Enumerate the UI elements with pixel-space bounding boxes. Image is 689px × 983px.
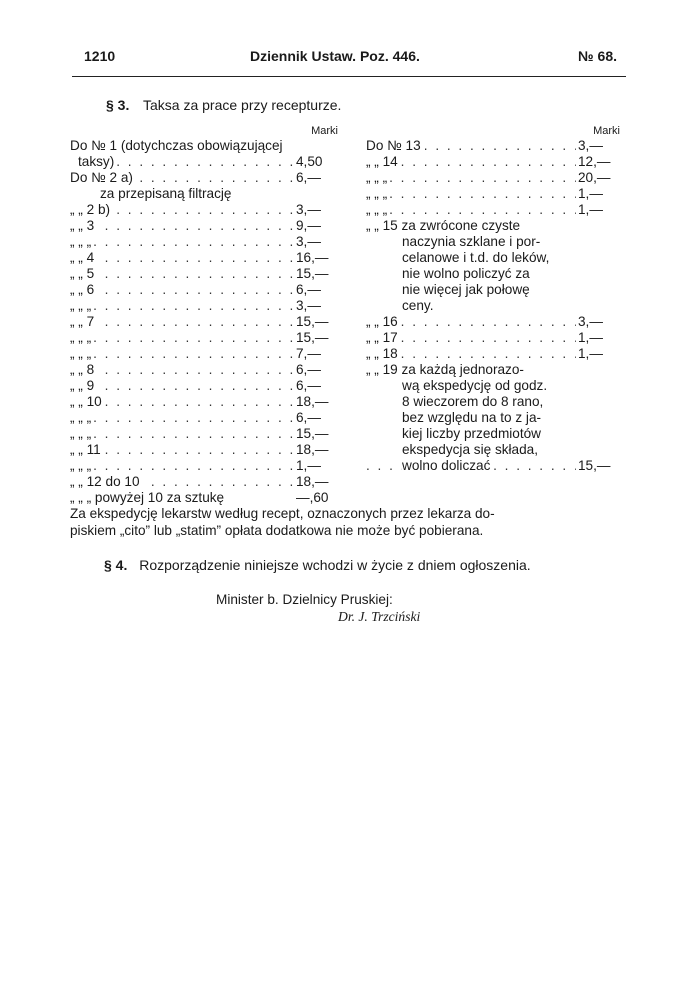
tariff-item-price: 16,— bbox=[296, 250, 342, 266]
tariff-item-label: „ „ „ bbox=[366, 170, 390, 186]
tariff-item-price: —,60 bbox=[296, 490, 342, 506]
tariff-row bbox=[70, 474, 342, 490]
tariff-right-column bbox=[366, 125, 624, 474]
section-3-title: Taksa za prace przy recepturze. bbox=[143, 97, 342, 113]
section-4 bbox=[104, 557, 531, 573]
tariff-row bbox=[366, 346, 624, 362]
tariff-item-label: celanowe i t.d. do leków, bbox=[402, 250, 552, 266]
section-3-heading bbox=[106, 97, 341, 113]
tariff-item-price: 15,— bbox=[578, 458, 624, 474]
tariff-item-label: „ „ 16 bbox=[366, 314, 401, 330]
tariff-item-label: „ „ 8 bbox=[70, 362, 97, 378]
tariff-item-price: 3,— bbox=[296, 202, 342, 218]
tariff-item-label: „ „ „ bbox=[366, 186, 390, 202]
tariff-item-label: „ „ 19 za każdą jednorazo- bbox=[366, 362, 527, 378]
tariff-item-price: 15,— bbox=[296, 266, 342, 282]
units-header-right: Marki bbox=[593, 125, 620, 137]
tariff-item-label: „ „ 18 bbox=[366, 346, 401, 362]
tariff-item-label: „ „ 9 bbox=[70, 378, 97, 394]
dot-leader bbox=[70, 218, 294, 234]
tariff-item-price: 15,— bbox=[296, 426, 342, 442]
note-paragraph bbox=[70, 505, 616, 539]
tariff-item-price: 18,— bbox=[296, 474, 342, 490]
tariff-item-label: ekspedycja się składa, bbox=[402, 442, 541, 458]
tariff-item-label: kiej liczby przedmiotów bbox=[402, 426, 544, 442]
tariff-row bbox=[366, 266, 624, 282]
tariff-item-label: „ „ 10 bbox=[70, 394, 105, 410]
dot-leader bbox=[70, 314, 294, 330]
units-header-left: Marki bbox=[311, 125, 338, 137]
tariff-item-label: Do № 13 bbox=[366, 138, 424, 154]
tariff-item-price: 3,— bbox=[296, 234, 342, 250]
dot-leader bbox=[70, 298, 294, 314]
tariff-row bbox=[366, 282, 624, 298]
tariff-row bbox=[366, 234, 624, 250]
tariff-row bbox=[70, 266, 342, 282]
tariff-row bbox=[70, 298, 342, 314]
note-line-2: piskiem „cito” lub „statim” opłata dodatkowa nie może być pobierana. bbox=[70, 523, 484, 538]
tariff-item-label: „ „ 14 bbox=[366, 154, 401, 170]
tariff-row bbox=[70, 458, 342, 474]
tariff-item-label: za przepisaną filtrację bbox=[100, 186, 234, 202]
tariff-item-label: „ „ „ powyżej 10 za sztukę bbox=[70, 490, 227, 506]
tariff-item-label: „ „ 17 bbox=[366, 330, 401, 346]
tariff-item-price: 6,— bbox=[296, 282, 342, 298]
tariff-row bbox=[366, 250, 624, 266]
tariff-row bbox=[70, 330, 342, 346]
tariff-item-label: „ „ „ bbox=[366, 202, 390, 218]
tariff-row bbox=[366, 202, 624, 218]
dot-leader bbox=[70, 346, 294, 362]
tariff-item-price: 7,— bbox=[296, 346, 342, 362]
tariff-item-label: „ „ 11 bbox=[70, 442, 104, 458]
tariff-item-label: „ „ „ bbox=[70, 410, 94, 426]
signature-office: Minister b. Dzielnicy Pruskiej: bbox=[216, 592, 393, 607]
tariff-item-price: 20,— bbox=[578, 170, 624, 186]
tariff-item-price: 15,— bbox=[296, 314, 342, 330]
tariff-item-price: 15,— bbox=[296, 330, 342, 346]
page-header bbox=[72, 48, 625, 70]
tariff-row bbox=[366, 330, 624, 346]
tariff-row bbox=[366, 186, 624, 202]
tariff-row bbox=[70, 346, 342, 362]
dot-leader bbox=[70, 378, 294, 394]
tariff-row bbox=[70, 218, 342, 234]
dot-leader bbox=[70, 330, 294, 346]
section-4-number: § 4. bbox=[104, 557, 128, 573]
tariff-item-label: „ „ 12 do 10 bbox=[70, 474, 143, 490]
tariff-row bbox=[366, 426, 624, 442]
tariff-item-label: 8 wieczorem do 8 rano, bbox=[402, 394, 546, 410]
dot-leader bbox=[366, 170, 576, 186]
tariff-row bbox=[70, 490, 342, 506]
signature-name: Dr. J. Trzciński bbox=[338, 609, 421, 624]
dot-leader bbox=[70, 250, 294, 266]
tariff-item-price: 3,— bbox=[578, 138, 624, 154]
tariff-item-label: „ „ „ bbox=[70, 234, 94, 250]
tariff-item-price: 18,— bbox=[296, 442, 342, 458]
header-rule bbox=[72, 76, 626, 77]
tariff-item-label: „ „ „ bbox=[70, 330, 94, 346]
tariff-row bbox=[70, 234, 342, 250]
tariff-row bbox=[366, 362, 624, 378]
tariff-row bbox=[366, 410, 624, 426]
tariff-item-label: Do № 2 a) bbox=[70, 170, 136, 186]
tariff-item-label: „ „ 7 bbox=[70, 314, 97, 330]
tariff-item-price: 1,— bbox=[578, 346, 624, 362]
tariff-item-price: 1,— bbox=[578, 186, 624, 202]
tariff-item-label: naczynia szklane i por- bbox=[402, 234, 543, 250]
tariff-item-label: nie wolno policzyć za bbox=[402, 266, 533, 282]
tariff-row bbox=[366, 298, 624, 314]
dot-leader bbox=[366, 186, 576, 202]
tariff-row bbox=[366, 138, 624, 154]
page-number: 1210 bbox=[84, 48, 116, 64]
tariff-row bbox=[366, 442, 624, 458]
note-line-1: Za ekspedycję lekarstw według recept, oznaczonych przez lekarza do- bbox=[70, 506, 495, 521]
tariff-item-label: „ „ 4 bbox=[70, 250, 97, 266]
tariff-row bbox=[366, 314, 624, 330]
section-4-text: Rozporządzenie niniejsze wchodzi w życie z dniem ogłoszenia. bbox=[139, 557, 531, 573]
tariff-item-price: 12,— bbox=[578, 154, 624, 170]
section-3-number: § 3. bbox=[106, 97, 130, 113]
tariff-item-price: 3,— bbox=[296, 298, 342, 314]
tariff-item-label: nie więcej jak połowę bbox=[402, 282, 533, 298]
tariff-row bbox=[366, 154, 624, 170]
tariff-row bbox=[70, 202, 342, 218]
tariff-item-label: ceny. bbox=[402, 298, 436, 314]
tariff-item-label: „ „ „ bbox=[70, 298, 94, 314]
dot-leader bbox=[366, 202, 576, 218]
tariff-left-column bbox=[70, 125, 342, 506]
tariff-row bbox=[70, 426, 342, 442]
tariff-item-label: taksy) bbox=[70, 154, 117, 170]
tariff-row bbox=[366, 170, 624, 186]
issue-number: № 68. bbox=[578, 48, 617, 64]
tariff-item-price: 1,— bbox=[578, 202, 624, 218]
journal-title: Dziennik Ustaw. Poz. 446. bbox=[250, 48, 420, 64]
tariff-row bbox=[70, 314, 342, 330]
tariff-row bbox=[366, 458, 624, 474]
tariff-item-price: 6,— bbox=[296, 362, 342, 378]
tariff-item-price: 6,— bbox=[296, 378, 342, 394]
tariff-row bbox=[70, 378, 342, 394]
dot-leader bbox=[70, 362, 294, 378]
tariff-row bbox=[70, 138, 342, 154]
tariff-item-price: 6,— bbox=[296, 170, 342, 186]
tariff-item-label: „ „ 15 za zwrócone czyste bbox=[366, 218, 523, 234]
tariff-item-label: „ „ 3 bbox=[70, 218, 97, 234]
tariff-row bbox=[70, 170, 342, 186]
dot-leader bbox=[70, 266, 294, 282]
dot-leader bbox=[70, 282, 294, 298]
tariff-item-label: „ „ 5 bbox=[70, 266, 97, 282]
tariff-row bbox=[366, 218, 624, 234]
tariff-item-label: „ „ „ bbox=[70, 346, 94, 362]
tariff-row bbox=[70, 154, 342, 170]
dot-leader bbox=[70, 426, 294, 442]
tariff-row bbox=[70, 282, 342, 298]
tariff-item-label: „ „ „ bbox=[70, 426, 94, 442]
tariff-item-label: „ „ „ bbox=[70, 458, 94, 474]
tariff-item-label: Do № 1 (dotychczas obowiązującej bbox=[70, 138, 286, 154]
tariff-item-price: 9,— bbox=[296, 218, 342, 234]
tariff-left-rows bbox=[70, 138, 342, 506]
tariff-row bbox=[366, 378, 624, 394]
dot-leader bbox=[70, 410, 294, 426]
tariff-row bbox=[70, 186, 342, 202]
tariff-item-price: 1,— bbox=[578, 330, 624, 346]
tariff-row bbox=[70, 362, 342, 378]
tariff-item-price: 1,— bbox=[296, 458, 342, 474]
tariff-item-label: „ „ 6 bbox=[70, 282, 97, 298]
tariff-item-label: „ „ 2 b) bbox=[70, 202, 113, 218]
tariff-item-price: 4,50 bbox=[296, 154, 342, 170]
tariff-item-label: bez względu na to z ja- bbox=[402, 410, 544, 426]
tariff-item-price: 18,— bbox=[296, 394, 342, 410]
tariff-row bbox=[70, 250, 342, 266]
tariff-row bbox=[70, 442, 342, 458]
tariff-item-label: wolno doliczać bbox=[402, 458, 493, 474]
tariff-item-label: wą ekspedycję od godz. bbox=[402, 378, 550, 394]
tariff-row bbox=[70, 394, 342, 410]
tariff-item-price: 3,— bbox=[578, 314, 624, 330]
tariff-item-price: 6,— bbox=[296, 410, 342, 426]
tariff-row bbox=[366, 394, 624, 410]
tariff-right-rows bbox=[366, 138, 624, 474]
dot-leader bbox=[70, 458, 294, 474]
tariff-row bbox=[70, 410, 342, 426]
dot-leader bbox=[70, 234, 294, 250]
